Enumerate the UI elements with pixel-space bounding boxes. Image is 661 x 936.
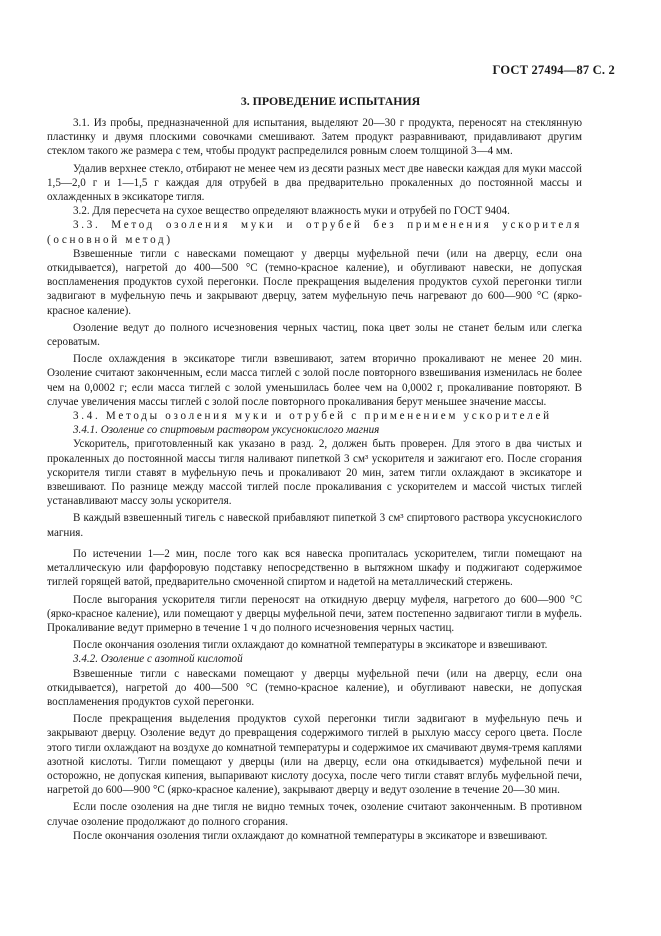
paragraph-add-accelerator: В каждый взвешенный тигель с навеской прибавляют пипеткой 3 см³ спиртового раствора уксуснокислого магния. xyxy=(47,512,582,539)
paragraph-weighing: После охлаждения в эксикаторе тигли взвешивают, затем вторично прокаливают не менее 20 мин. Озоление считают законченным, если масса тиглей с золой после повторного взвешивания изменилась не более чем на 0,0002 г; если масса тиглей с золой уменьшилась более чем на 0,0002 г, прокаливание повторяют. В случае увеличения массы тиглей с золой после повторного прокаливания берут меньшее значение массы. xyxy=(47,353,582,408)
paragraph-cooling-2: После окончания озоления тигли охлаждают до комнатной температуры в эксикаторе и взвешивают. xyxy=(73,829,548,842)
paragraph-ignition: По истечении 1—2 мин, после того как вся навеска пропиталась ускорителем, тигли помещают на металлическую или фарфоровую подставку непосредственно в вытяжном шкафу и поджигают содержимое тиглей горящей ватой, предварительно смоченной спиртом и надетой на металлический стержень. xyxy=(47,547,582,589)
paragraph-accelerator-check: Ускоритель, приготовленный как указано в разд. 2, должен быть проверен. Для этого в два чистых и прокаленных до постоянной массы тигля наливают пипеткой 3 см³ ускорителя и зажигают его. После сгорания ускорителя тигли ставят в муфельную печь и прокаливают 20 мин, затем тигли охлаждают в эксикаторе и взвешивают. По разнице между массой тиглей после прокаливания с ускорителем и массой чистых тиглей устанавливают массу золы ускорителя. xyxy=(47,438,582,508)
document-body xyxy=(47,116,582,843)
paragraph-cooling-1: После окончания озоления тигли охлаждают до комнатной температуры в эксикаторе и взвешивают. xyxy=(73,639,548,652)
section-title: 3. ПРОВЕДЕНИЕ ИСПЫТАНИЯ xyxy=(240,94,421,108)
heading-3-4-2: 3.4.2. Озоление с азотной кислотой xyxy=(73,653,243,666)
paragraph-3-2: 3.2. Для пересчета на сухое вещество определяют влажность муки и отрубей по ГОСТ 9404. xyxy=(73,205,510,218)
paragraph-ashing-end: Озоление ведут до полного исчезновения черных частиц, пока цвет золы не станет белым или слегка сероватым. xyxy=(47,321,582,349)
paragraph-dark-points: Если после озоления на дне тигля не видно темных точек, озоление считают законченным. В противном случае озоление продолжают до полного сгорания. xyxy=(47,801,582,828)
heading-3-3: 3.3. Метод озоления муки и отрубей без применения ускорителя (основной метод) xyxy=(47,219,582,246)
heading-3-4-1: 3.4.1. Озоление со спиртовым раствором уксуснокислого магния xyxy=(73,424,380,437)
paragraph-calcination: После выгорания ускорителя тигли переносят на откидную дверцу муфеля, нагретого до 600—900 °С (ярко-красное каление), или помещают у дверцы муфельной печи, затем постепенно задвигают тигли в муфель. Прокаливание ведут примерно в течение 1 ч до полного исчезновения черных частиц. xyxy=(47,593,582,634)
paragraph-charring: Взвешенные тигли с навесками помещают у дверцы муфельной печи (или на дверцу, если она откидывается), нагретой до 400—500 °С (темно-красное каление), и обугливают навески, не допуская воспламенения продуктов сухой перегонки. После прекращения выделения продуктов сухой перегонки тигли задвигают в муфельную печь и закрывают дверцу, затем муфельную печь нагревают до 600—900 °С (ярко-красное каление). xyxy=(47,247,582,317)
paragraph-nitric-charring: Взвешенные тигли с навесками помещают у дверцы муфельной печи (или на дверцу, если она откидывается), нагретой до 400—500 °С (темно-красное каление), и обугливают навески, не допуская воспламенения продуктов сухой перегонки. xyxy=(47,667,582,708)
paragraph-3-1: 3.1. Из пробы, предназначенной для испытания, выделяют 20—30 г продукта, переносят на стеклянную пластинку и двумя плоскими совочками смешивают. Затем продукт разравнивают, придавливают другим стеклом такого же размера с тем, чтобы продукт распределился ровным слоем толщиной 3—4 мм. xyxy=(47,117,582,158)
paragraph-sampling: Удалив верхнее стекло, отбирают не менее чем из десяти разных мест две навески каждая для муки массой 1,5—2,0 г и 1—1,5 г каждая для отрубей в два предварительно прокаленных до постоянной массы и охлажденных в эксикаторе тигля. xyxy=(47,162,582,204)
paragraph-nitric-ashing: После прекращения выделения продуктов сухой перегонки тигли задвигают в муфельную печь и закрывают дверцу. Озоление ведут до превращения содержимого тиглей в рыхлую массу серого цвета. После этого тигли охлаждают на воздухе до комнатной температуры и содержимое их смачивают двумя-тремя каплями азотной кислоты. Тигли помещают у дверцы (или на дверцу, если она откидывается) муфельной печи и осторожно, не допуская кипения, выпаривают кислоту досуха, после чего тигли ставят вглубь муфельной печи, нагретой до 600—900 °С (ярко-красное каление), закрывают дверцу и ведут озоление в течение 20—30 мин. xyxy=(47,713,582,797)
heading-3-4: 3.4. Методы озоления муки и отрубей с применением ускорителей xyxy=(73,410,552,423)
document-reference: ГОСТ 27494—87 С. 2 xyxy=(492,63,615,77)
